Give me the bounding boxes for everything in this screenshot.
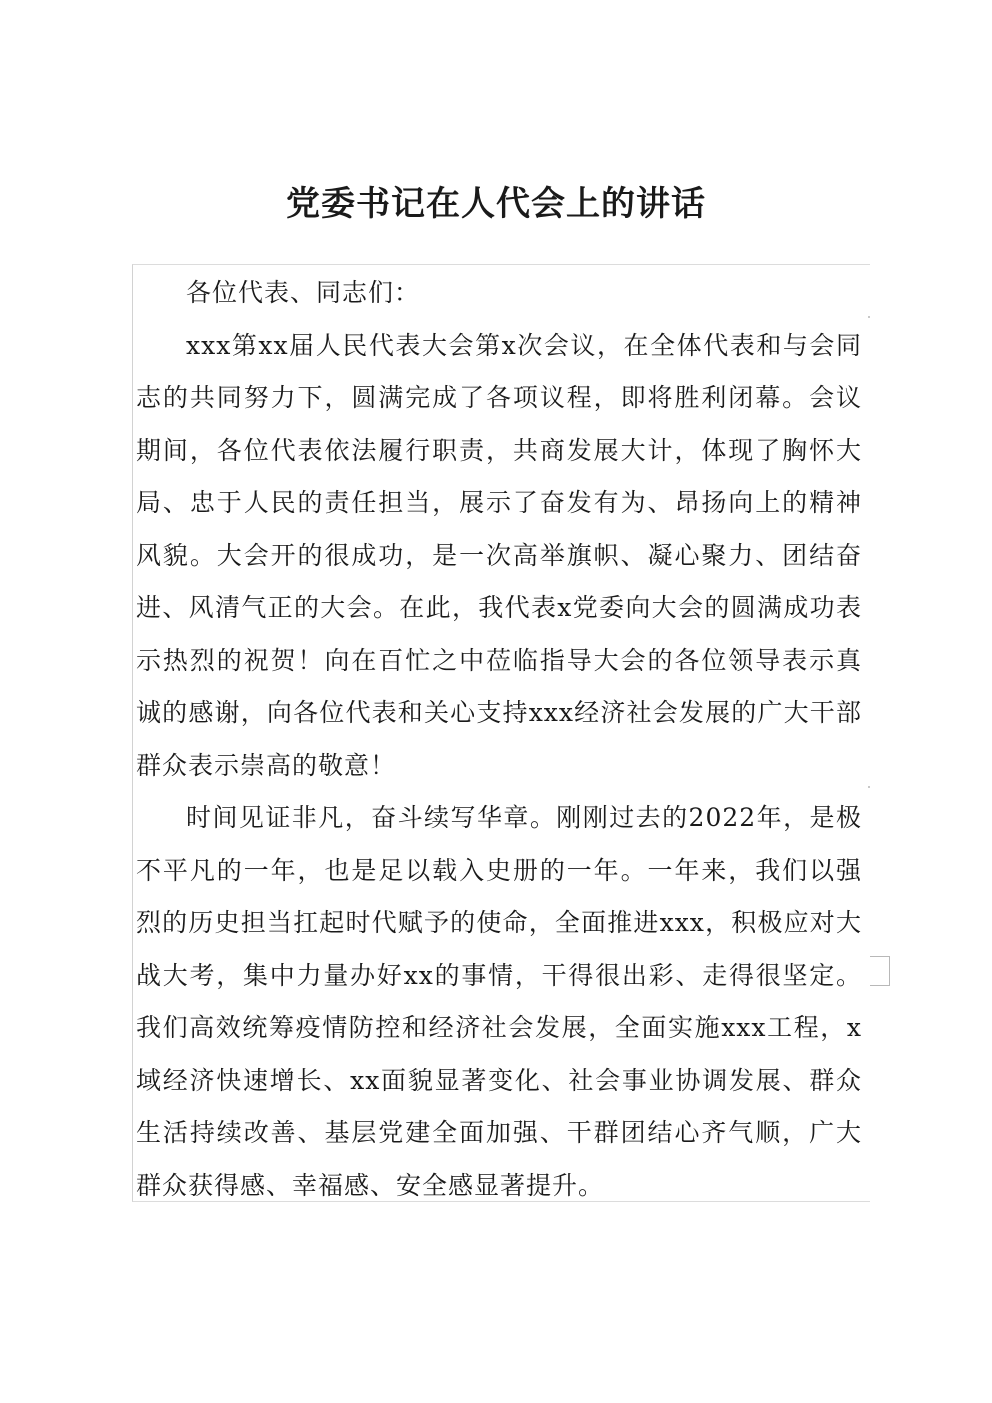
frame-corner-marker bbox=[870, 956, 890, 986]
paragraph: xxx第xx届人民代表大会第x次会议，在全体代表和与会同志的共同努力下，圆满完成了各项议程，即将胜利闭幕。会议期间，各位代表依法履行职责，共商发展大计，体现了胸怀大局、忠于人民的责任担当，展示了奋发有为、昂扬向上的精神风貌。大会开的很成功，是一次高举旗帜、凝心聚力、团结奋进、风清气正的大会。在此，我代表x党委向大会的圆满成功表示热烈的祝贺！向在百忙之中莅临指导大会的各位领导表示真诚的感谢，向各位代表和关心支持xxx经济社会发展的广大干部群众表示崇高的敬意！ bbox=[136, 330, 862, 780]
frame-marker bbox=[868, 316, 870, 318]
salutation: 各位代表、同志们： bbox=[186, 278, 421, 307]
document-body bbox=[136, 267, 862, 1212]
frame-marker bbox=[868, 786, 870, 788]
paragraph: 时间见证非凡，奋斗续写华章。刚刚过去的2022年，是极不平凡的一年，也是足以载入史册的一年。一年来，我们以强烈的历史担当扛起时代赋予的使命，全面推进xxx，积极应对大战大考，集中力量办好xx的事情，干得很出彩、走得很坚定。我们高效统筹疫情防控和经济社会发展，全面实施xxx工程，x域经济快速增长、xx面貌显著变化、社会事业协调发展、群众生活持续改善、基层党建全面加强、干群团结心齐气顺，广大群众获得感、幸福感、安全感显著提升。 bbox=[136, 803, 862, 1200]
document-title: 党委书记在人代会上的讲话 bbox=[286, 184, 706, 224]
